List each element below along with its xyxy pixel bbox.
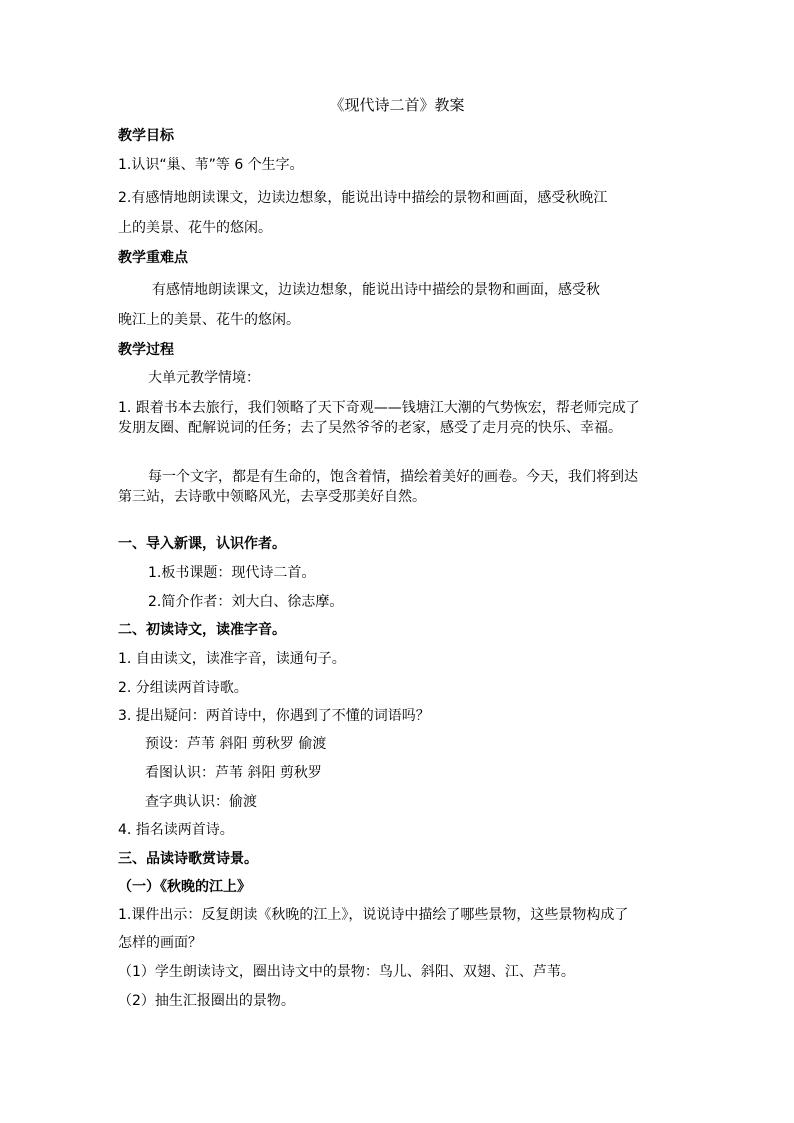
part2-item-4: 4. 指名读两首诗。 [118,822,234,838]
goals-heading: 教学目标 [118,128,174,144]
key-points-line-1: 有感情地朗读课文，边读边想象，能说出诗中描绘的景物和画面，感受秋 [152,282,600,298]
part3-item-1-line-1: 1.课件出示：反复朗读《秋晚的江上》，说说诗中描绘了哪些景物，这些景物构成了 [118,907,629,923]
part1-item-1: 1.板书课题：现代诗二首。 [148,565,316,581]
context-para-2-line-2: 第三站，去诗歌中领略风光，去享受那美好自然。 [118,489,426,505]
part3-subheading-1: （一）《秋晚的江上》 [118,879,251,895]
part2-heading: 二、初读诗文，读准字音。 [118,622,286,638]
process-heading: 教学过程 [118,342,174,358]
part3-item-1-line-2: 怎样的画面？ [118,935,202,951]
part2-item-3: 3. 提出疑问：两首诗中，你遇到了不懂的词语吗？ [118,708,430,724]
part2-dictionary: 查字典认识：偷渡 [145,794,257,810]
part2-item-2: 2. 分组读两首诗歌。 [118,680,248,696]
part3-step-2: （2）抽生汇报圈出的景物。 [118,993,295,1009]
document-title: 《现代诗二首》教案 [329,96,465,114]
goal-item-2-line-1: 2.有感情地朗读课文，边读边想象，能说出诗中描绘的景物和画面，感受秋晚江 [118,190,608,206]
part1-item-2: 2.简介作者：刘大白、徐志摩。 [148,594,344,610]
key-points-line-2: 晚江上的美景、花牛的悠闲。 [118,312,300,328]
part2-picture: 看图认识：芦苇 斜阳 剪秋罗 [145,765,322,781]
part2-preset: 预设：芦苇 斜阳 剪秋罗 偷渡 [145,736,327,752]
part3-step-1: （1）学生朗读诗文，圈出诗文中的景物：鸟儿、斜阳、双翅、江、芦苇。 [118,964,575,980]
part2-item-1: 1. 自由读文，读准字音，读通句子。 [118,651,346,667]
context-label: 大单元教学情境： [148,370,260,386]
goal-item-2-line-2: 上的美景、花牛的悠闲。 [118,220,272,236]
context-para-2-line-1: 每一个文字，都是有生命的，饱含着情，描绘着美好的画卷。今天，我们将到达 [148,469,638,485]
context-para-1-line-1: 1. 跟着书本去旅行，我们领略了天下奇观——钱塘江大潮的气势恢宏，帮老师完成了 [118,400,640,416]
key-points-heading: 教学重难点 [118,250,188,266]
context-para-1-line-2: 发朋友圈、配解说词的任务；去了吴然爷爷的老家，感受了走月亮的快乐、幸福。 [118,420,622,436]
part3-heading: 三、品读诗歌赏诗景。 [118,851,258,867]
part1-heading: 一、导入新课，认识作者。 [118,536,286,552]
goal-item-1: 1.认识“巢、苇”等 6 个生字。 [118,157,304,173]
